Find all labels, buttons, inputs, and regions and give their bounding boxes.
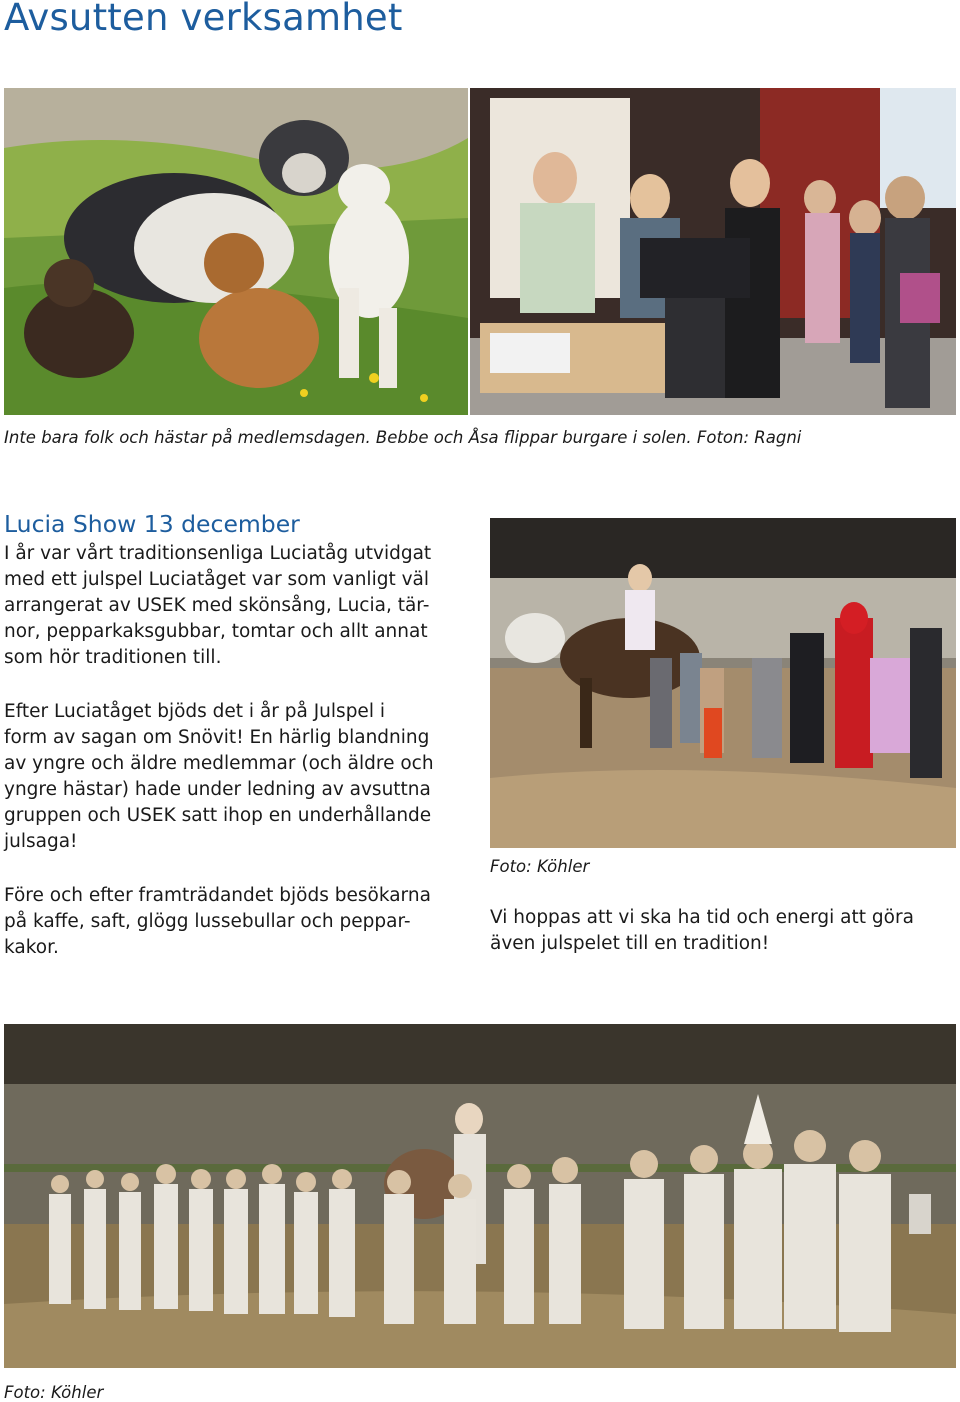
lucia-paragraph-1 [4, 541, 431, 671]
text-line: även julspelet till en tradition! [490, 933, 770, 954]
text-line: julsaga! [4, 831, 78, 852]
text-line: arrangerat av USEK med skönsång, Lucia, tär- [4, 595, 430, 616]
page-title: Avsutten verksamhet [4, 0, 403, 39]
lucia-paragraph-2 [4, 699, 434, 855]
photo-luciatag [4, 1024, 956, 1368]
text-line: av yngre och äldre medlemmar (och äldre och [4, 753, 434, 774]
text-line: Efter Luciatåget bjöds det i år på Julspel i [4, 701, 385, 722]
lucia-closing [490, 905, 914, 957]
bottom-photo-caption: Foto: Köhler [4, 1383, 104, 1402]
julspel-photo-caption: Foto: Köhler [490, 857, 590, 876]
text-line: gruppen och USEK satt ihop en underhållande [4, 805, 432, 826]
text-line: kakor. [4, 937, 59, 958]
text-line: med ett julspel Luciatåget var som vanligt väl [4, 569, 430, 590]
text-line: I år var vårt traditionsenliga Luciatåg utvidgat [4, 543, 432, 564]
text-line: nor, pepparkaksgubbar, tomtar och allt annat [4, 621, 428, 642]
text-line: Vi hoppas att vi ska ha tid och energi att göra [490, 907, 914, 928]
text-line: som hör traditionen till. [4, 647, 222, 668]
photo-barbecue [470, 88, 956, 415]
text-line: yngre hästar) hade under ledning av avsuttna [4, 779, 431, 800]
top-photos-caption: Inte bara folk och hästar på medlemsdagen. Bebbe och Åsa flippar burgare i solen. Foton: Ragni [4, 428, 802, 447]
photo-dogs [4, 88, 468, 415]
text-line: på kaffe, saft, glögg lussebullar och peppar- [4, 911, 411, 932]
lucia-heading: Lucia Show 13 december [4, 510, 300, 538]
photo-julspel [490, 518, 956, 848]
text-line: form av sagan om Snövit! En härlig blandning [4, 727, 430, 748]
text-line: Före och efter framträdandet bjöds besökarna [4, 885, 431, 906]
lucia-paragraph-3 [4, 883, 431, 961]
